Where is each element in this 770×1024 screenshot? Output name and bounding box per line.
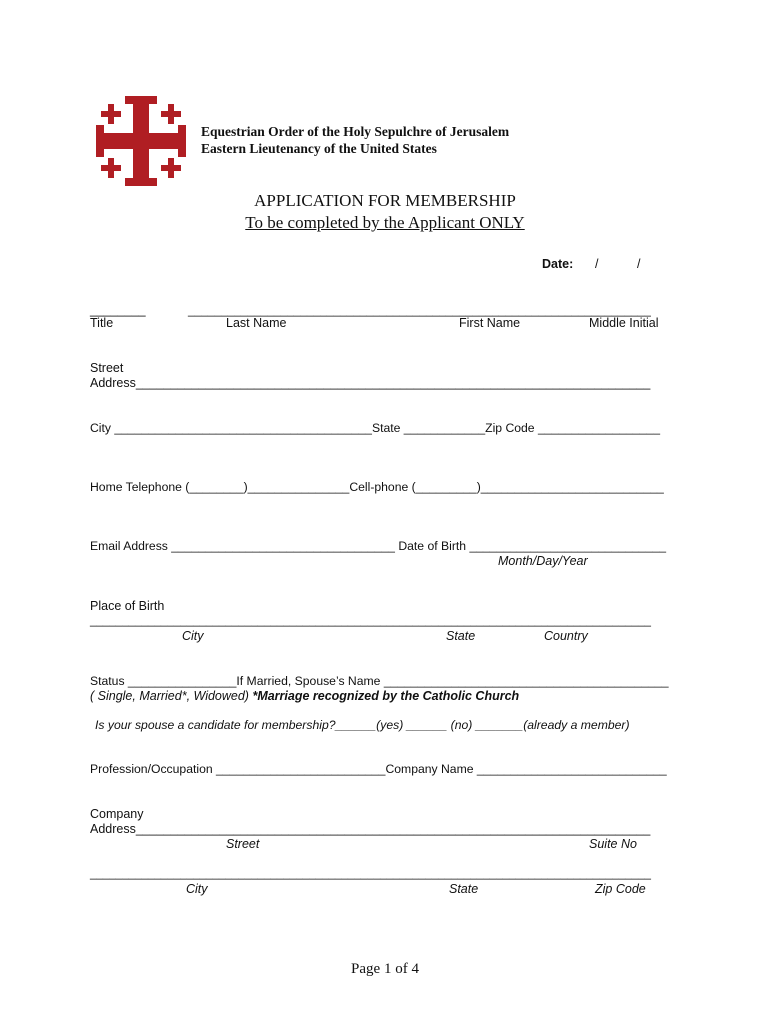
company-street-label: Street	[226, 837, 260, 851]
spouse-candidate-question[interactable]: Is your spouse a candidate for membership?______(yes) ______ (no) _______(already a member)	[95, 718, 630, 732]
date-slash-2[interactable]: /	[637, 257, 641, 271]
city-state-zip-field[interactable]: City ______________________________________State ____________Zip Code __________________	[90, 421, 660, 435]
org-name: Equestrian Order of the Holy Sepulchre of Jerusalem	[201, 124, 510, 139]
telephone-field[interactable]: Home Telephone (________)_______________Cell-phone (_________)___________________________	[90, 480, 664, 494]
dob-format-hint: Month/Day/Year	[498, 554, 588, 568]
status-note: ( Single, Married*, Widowed) *Marriage recognized by the Catholic Church	[90, 689, 520, 703]
company-zip-label: Zip Code	[595, 882, 646, 896]
date-slash-1[interactable]: /	[595, 257, 599, 271]
status-spouse-field[interactable]: Status ________________If Married, Spouse’s Name __________________________________________	[90, 674, 669, 688]
company-state-label: State	[449, 882, 479, 896]
middle-initial-label: Middle Initial	[589, 316, 659, 330]
title-field[interactable]: ________	[90, 303, 146, 317]
birth-state-label: State	[446, 629, 476, 643]
company-city-label: City	[186, 882, 208, 896]
company-address-field[interactable]: Address__________________________________________________________________________	[90, 822, 651, 836]
page-number: Page 1 of 4	[351, 961, 419, 977]
date-label: Date:	[542, 257, 574, 271]
email-dob-field[interactable]: Email Address _________________________________ Date of Birth _____________________________	[90, 539, 667, 553]
org-lieutenancy: Eastern Lieutenancy of the United States	[201, 141, 437, 156]
birth-city-label: City	[182, 629, 204, 643]
street-address-field[interactable]: Address__________________________________________________________________________	[90, 376, 651, 390]
first-name-label: First Name	[459, 316, 521, 330]
form-subtitle: To be completed by the Applicant ONLY	[245, 213, 525, 232]
profession-company-field[interactable]: Profession/Occupation _________________________Company Name ____________________________	[90, 762, 667, 776]
name-field[interactable]: ______________________________________________________________________	[188, 303, 651, 317]
place-of-birth-label: Place of Birth	[90, 599, 165, 613]
company-label: Company	[90, 807, 144, 821]
title-label: Title	[90, 316, 114, 330]
birth-country-label: Country	[544, 629, 588, 643]
last-name-label: Last Name	[226, 316, 287, 330]
company-suite-label: Suite No	[589, 837, 637, 851]
jerusalem-cross-crest-icon	[94, 94, 188, 188]
form-title: APPLICATION FOR MEMBERSHIP	[254, 191, 516, 210]
company-city-state-zip-field[interactable]: _______________________________________________________________________________________	[90, 867, 651, 880]
street-label: Street	[90, 361, 124, 375]
place-of-birth-field[interactable]: _______________________________________________________________________________________	[90, 614, 651, 627]
